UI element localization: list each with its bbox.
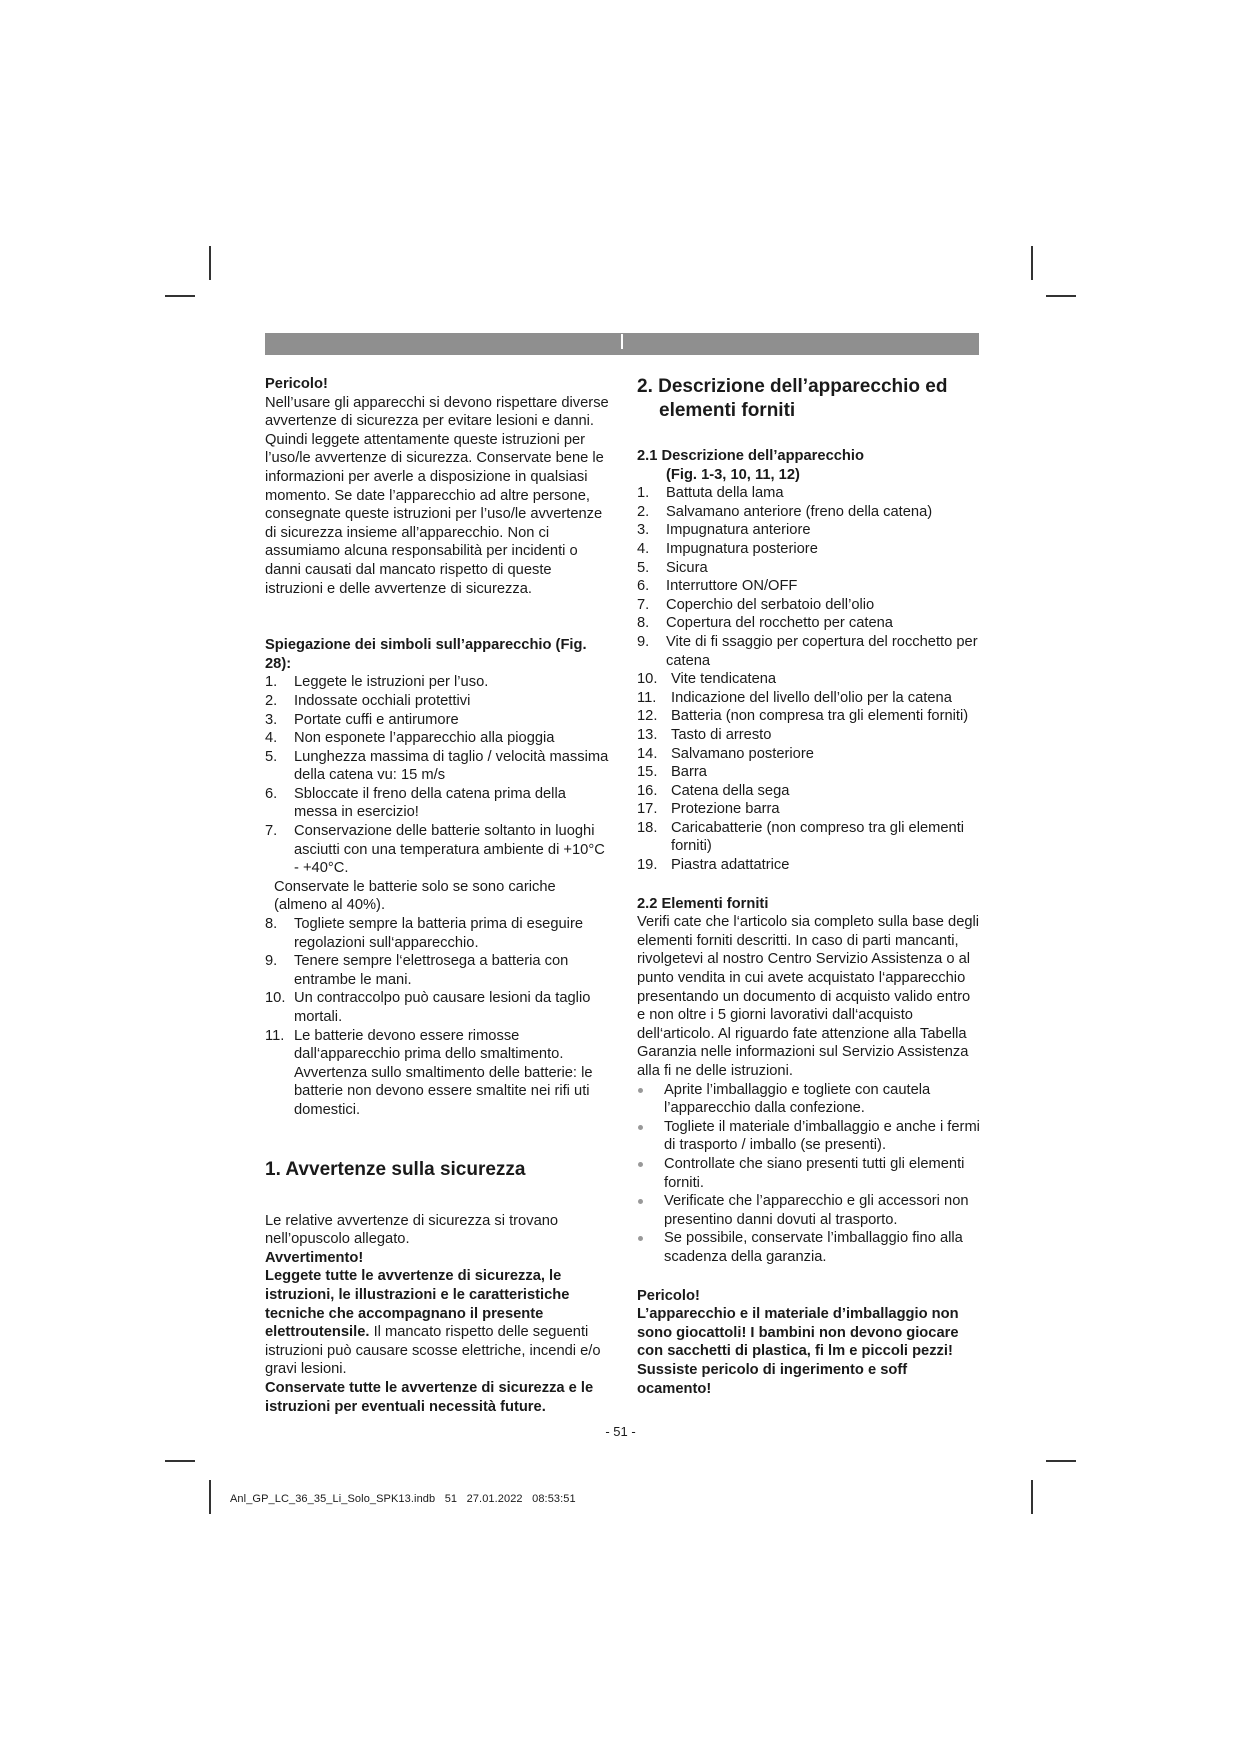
list-item: Aprite l’imballaggio e togliete con cautela l’apparecchio dalla confezione.: [637, 1081, 982, 1118]
section-1-title: 1. Avvertenze sulla sicurezza: [265, 1158, 526, 1180]
symbols-heading: Spiegazione dei simboli sull’apparecchio (Fig. 28):: [265, 637, 587, 672]
bullet-icon: [638, 1162, 643, 1167]
list-item: 2. Indossate occhiali protettivi: [265, 692, 471, 709]
list-item: 6. Sbloccate il freno della catena prima della messa in esercizio!: [265, 785, 566, 821]
warning-heading: Avvertimento!: [265, 1249, 364, 1266]
list-item: Conservate le batterie solo se sono cariche (almeno al 40%).: [274, 878, 556, 914]
crop-mark: [165, 295, 195, 297]
crop-mark: [1046, 1460, 1076, 1462]
crop-mark: [165, 1460, 195, 1462]
danger-heading: Pericolo!: [265, 376, 328, 392]
subsection-2-2-title: 2.2 Elementi forniti: [637, 895, 769, 912]
danger-paragraph-2: L’apparecchio e il materiale d’imballaggio non sono giocattoli! I bambini non devono giocare con sacchetti di plastica, fi lm e piccoli pezzi! Sussiste pericolo di ingerimento e soff ocamento!: [637, 1306, 959, 1397]
section-2-title: 2. Descrizione dell’apparecchio ed elementi forniti: [637, 376, 948, 421]
list-item: Verificate che l’apparecchio e gli accessori non presentino danni dovuti al trasporto.: [637, 1192, 982, 1229]
print-footer: Anl_GP_LC_36_35_Li_Solo_SPK13.indb 51 27.01.2022 08:53:51: [230, 1493, 576, 1505]
list-item: 16. Catena della sega: [637, 782, 790, 799]
list-item: 5. Sicura: [637, 559, 708, 576]
danger-paragraph: Nell’usare gli apparecchi si devono rispettare diverse avvertenze di sicurezza per evitare lesioni e danni. Quindi leggete attentamente queste istruzioni per l’uso/le avvertenze di sicurezza. Conservate bene le informazioni per averle a disposizione in qualsiasi momento. Se date l’apparecchio ad altre persone, consegnate queste istruzioni per l’uso/le avvertenze di sicurezza insieme all’apparecchio. Non ci assumiamo alcuna responsabilità per incidenti o danni causati dal mancato rispetto di queste istruzioni e delle avvertenze di sicurezza.: [265, 394, 609, 597]
danger-heading-2: Pericolo!: [637, 1287, 700, 1304]
list-item: 7. Conservazione delle batterie soltanto in luoghi asciutti con una temperatura ambiente di +10°C - +40°C.: [265, 823, 605, 877]
list-item: 4. Impugnatura posteriore: [637, 540, 818, 557]
list-item: Se possibile, conservate l’imballaggio fino alla scadenza della garanzia.: [637, 1229, 982, 1266]
list-item: 10. Vite tendicatena: [637, 671, 777, 688]
section-1-intro: Le relative avvertenze di sicurezza si trovano nell’opuscolo allegato.: [265, 1212, 559, 1248]
list-item: 1. Battuta della lama: [637, 485, 784, 502]
list-item: 14. Salvamano posteriore: [637, 745, 814, 762]
list-item: 8. Togliete sempre la batteria prima di eseguire regolazioni sull‘apparecchio.: [265, 916, 584, 951]
supplied-items-paragraph: Verifi cate che l‘articolo sia completo sulla base degli elementi forniti descritti. In caso di parti mancanti, rivolgetevi al nostro Centro Servizio Assistenza o al punto vendita in cui avete acquistato l‘apparecchio presentando un documento di acquisto valido entro e non oltre i 5 giorni lavorativi dall‘acquisto dell‘articolo. Al riguardo fate attenzione alla Tabella Garanzia nelle informazioni sul Servizio Assistenza alla fi ne delle istruzioni.: [637, 914, 980, 1079]
symbols-list: [265, 673, 612, 1119]
list-item: 15. Barra: [637, 764, 707, 781]
list-item: 8. Copertura del rocchetto per catena: [637, 615, 893, 632]
list-item: 12. Batteria (non compresa tra gli elementi forniti): [637, 708, 969, 725]
warning-paragraph: Leggete tutte le avvertenze di sicurezza, le istruzioni, le illustrazioni e le caratteristiche tecniche che accompagnano il presente elettroutensile. Il mancato rispetto delle seguenti istruzioni può causare scosse elettriche, incendi e/o gravi lesioni.: [265, 1268, 601, 1378]
crop-mark: [209, 246, 211, 280]
list-item: 17. Protezione barra: [637, 801, 780, 818]
list-item: Controllate che siano presenti tutti gli elementi forniti.: [637, 1155, 982, 1192]
list-item: 6. Interruttore ON/OFF: [637, 578, 798, 595]
crop-mark: [1031, 246, 1033, 280]
crop-mark: [209, 1480, 211, 1514]
list-item: 10. Un contraccolpo può causare lesioni da taglio mortali.: [265, 990, 591, 1025]
list-item: Togliete il materiale d’imballaggio e anche i fermi di trasporto / imballo (se presenti).: [637, 1118, 982, 1155]
bullet-icon: [638, 1125, 643, 1130]
parts-list: [637, 484, 982, 874]
bullet-icon: [638, 1199, 643, 1204]
keep-instructions-text: Conservate tutte le avvertenze di sicurezza e le istruzioni per eventuali necessità future.: [265, 1379, 594, 1415]
left-column: [265, 375, 612, 1416]
language-tab-mark: [621, 334, 623, 349]
list-item: 9. Tenere sempre l‘elettrosega a batteria con entrambe le mani.: [265, 953, 569, 988]
list-item: 11. Indicazione del livello dell’olio per la catena: [637, 689, 952, 706]
list-item: 3. Portate cuffi e antirumore: [265, 711, 459, 728]
list-item: 18. Caricabatterie (non compreso tra gli elementi forniti): [637, 819, 965, 855]
list-item: 4. Non esponete l’apparecchio alla pioggia: [265, 730, 555, 747]
list-item: 19. Piastra adattatrice: [637, 857, 790, 874]
subsection-2-1-title: 2.1 Descrizione dell’apparecchio (Fig. 1-3, 10, 11, 12): [637, 448, 864, 483]
list-item: 1. Leggete le istruzioni per l’uso.: [265, 674, 489, 691]
list-item: 9. Vite di fi ssaggio per copertura del rocchetto per catena: [637, 633, 978, 669]
list-item: 11. Le batterie devono essere rimosse dall‘apparecchio prima dello smaltimento. Avvertenza sullo smaltimento delle batterie: le batterie non devono essere smaltite nei rifi uti domestici.: [265, 1027, 593, 1118]
bullet-icon: [638, 1088, 643, 1093]
list-item: 5. Lunghezza massima di taglio / velocità massima della catena vu: 15 m/s: [265, 748, 609, 784]
list-item: 13. Tasto di arresto: [637, 726, 772, 743]
page-number: - 51 -: [605, 1424, 636, 1439]
right-column: [637, 375, 982, 1398]
unpacking-steps-list: [637, 1081, 982, 1267]
list-item: 3. Impugnatura anteriore: [637, 522, 811, 539]
list-item: 2. Salvamano anteriore (freno della catena): [637, 503, 933, 520]
crop-mark: [1031, 1480, 1033, 1514]
list-item: 7. Coperchio del serbatoio dell’olio: [637, 596, 875, 613]
language-header-bar: [265, 333, 979, 355]
bullet-icon: [638, 1236, 643, 1241]
crop-mark: [1046, 295, 1076, 297]
